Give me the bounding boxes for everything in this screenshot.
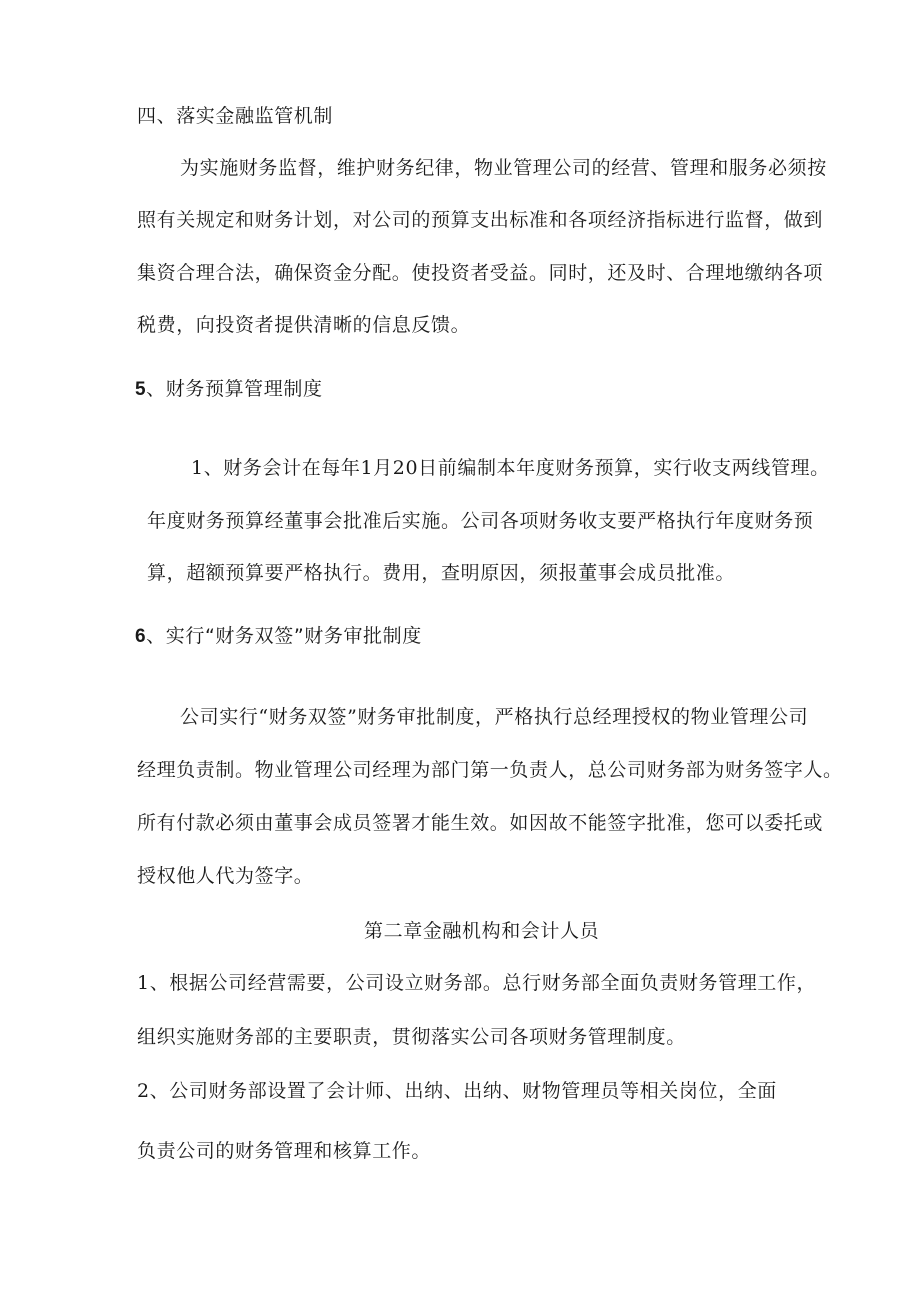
paragraph-line: 所有付款必须由董事会成员签署才能生效。如因故不能签字批准，您可以委托或 (137, 812, 824, 834)
section-heading-6 (135, 624, 422, 649)
paragraph-line: 经理负责制。物业管理公司经理为部门第一负责人，总公司财务部为财务签字人。 (137, 759, 843, 781)
paragraph-line: 1、根据公司经营需要，公司设立财务部。总行财务部全面负责财务管理工作， (137, 972, 817, 994)
section-number: 6 (135, 626, 147, 647)
section-number: 5 (135, 379, 147, 400)
paragraph-line: 组织实施财务部的主要职责，贯彻落实公司各项财务管理制度。 (137, 1026, 686, 1048)
paragraph-line: 负责公司的财务管理和核算工作。 (137, 1140, 432, 1162)
paragraph-line: 照有关规定和财务计划，对公司的预算支出标准和各项经济指标进行监督，做到 (137, 209, 824, 231)
paragraph-line: 税费，向投资者提供清晰的信息反馈。 (137, 314, 471, 336)
section-heading-text: 、实行“财务双签”财务审批制度 (146, 625, 422, 647)
paragraph-line: 公司实行“财务双签”财务审批制度，严格执行总经理授权的物业管理公司 (180, 706, 809, 728)
paragraph-line: 2、公司财务部设置了会计师、出纳、出纳、财物管理员等相关岗位，全面 (137, 1080, 777, 1102)
section-heading-text: 、财务预算管理制度 (146, 378, 323, 400)
paragraph-line: 1、财务会计在每年1月20日前编制本年度财务预算，实行收支两线管理。 (191, 457, 830, 479)
section-heading-4: 四、落实金融监管机制 (137, 105, 334, 127)
paragraph-line: 为实施财务监督，维护财务纪律，物业管理公司的经营、管理和服务必须按 (180, 157, 827, 179)
paragraph-line: 年度财务预算经董事会批准后实施。公司各项财务收支要严格执行年度财务预 (147, 510, 814, 532)
paragraph-line: 授权他人代为签字。 (137, 865, 314, 887)
paragraph-line: 算，超额预算要严格执行。费用，查明原因，须报董事会成员批准。 (147, 562, 736, 584)
chapter-title: 第二章金融机构和会计人员 (364, 920, 600, 942)
section-heading-5 (135, 377, 323, 402)
paragraph-line: 集资合理合法，确保资金分配。使投资者受益。同时，还及时、合理地缴纳各项 (137, 262, 824, 284)
